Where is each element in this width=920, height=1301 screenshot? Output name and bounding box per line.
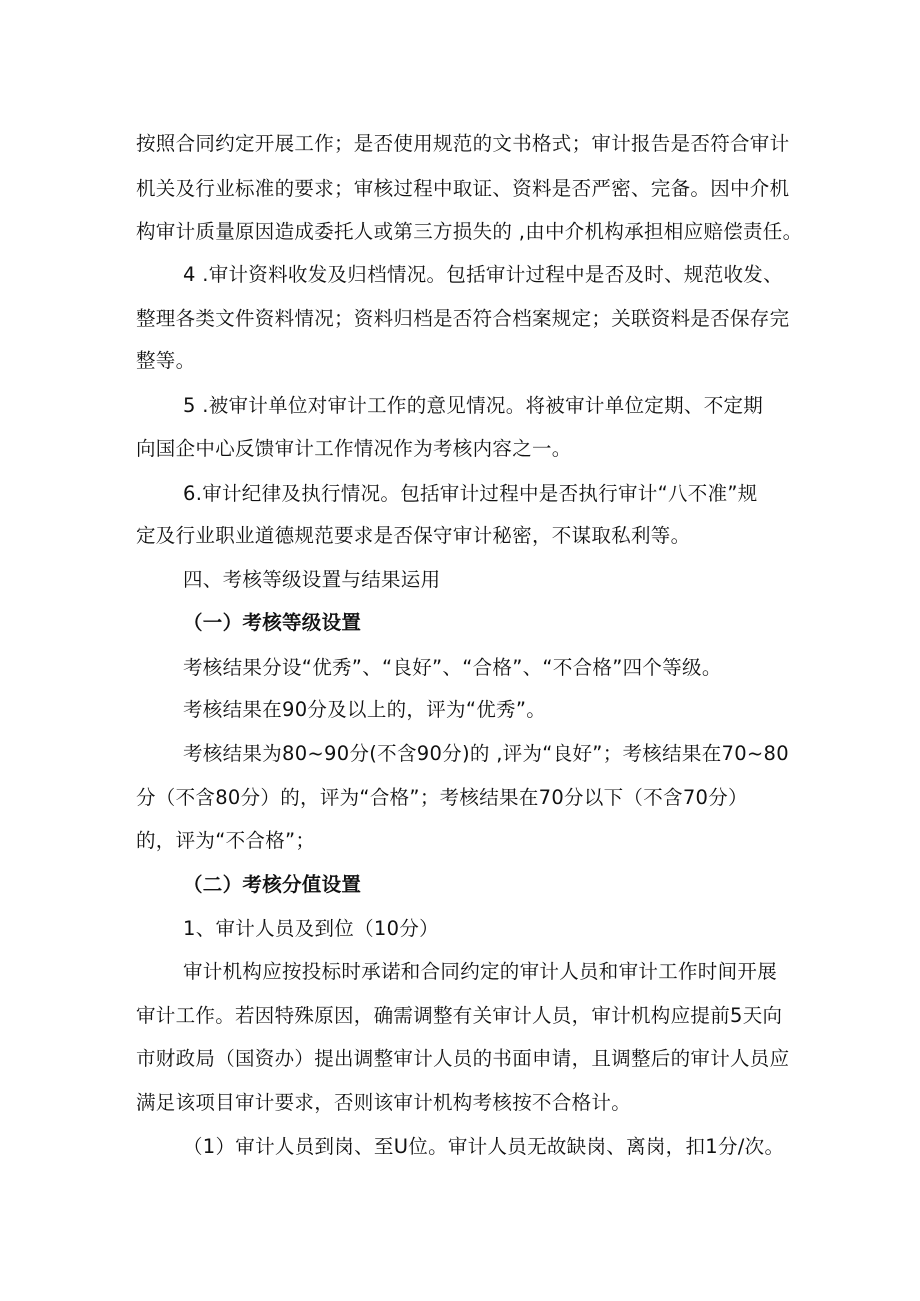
text-line: 定及行业职业道德规范要求是否保守审计秘密，不谋取私利等。 (136, 524, 691, 547)
text-line: 4 .审计资料收发及归档情况。包括审计过程中是否及时、规范收发、 (183, 263, 783, 286)
text-line: 整等。 (136, 349, 196, 372)
text-line: 分（不含80分）的，评为“合格”；考核结果在70分以下（不含70分） (136, 786, 748, 809)
text-line: 按照合同约定开展工作；是否使用规范的文书格式；审计报告是否符合审计 (136, 132, 790, 155)
text-line: （1）审计人员到岗、至U位。审计人员无故缺岗、离岗，扣1分/次。 (183, 1135, 785, 1158)
text-line: 考核结果在90分及以上的，评为“优秀”。 (183, 698, 547, 721)
subsection-heading: （一）考核等级设置 (183, 611, 362, 634)
text-line: 考核结果为80~90分(不含90分)的 ,评为“良好”；考核结果在70~80 (183, 742, 789, 765)
text-line: 考核结果分设“优秀”、“良好”、“合格”、“不合格”四个等级。 (183, 656, 722, 679)
text-line: 审计机构应按投标时承诺和合同约定的审计人员和审计工作时间开展 (183, 960, 778, 983)
text-line: 市财政局（国资办）提出调整审计人员的书面申请，且调整后的审计人员应 (136, 1047, 790, 1070)
text-line: 的，评为“不合格”； (136, 829, 316, 852)
text-line: 审计工作。若因特殊原因，确需调整有关审计人员，审计机构应提前5天向 (136, 1004, 783, 1027)
text-line: 满足该项目审计要求，否则该审计机构考核按不合格计。 (136, 1091, 632, 1114)
subsection-heading: （二）考核分值设置 (183, 873, 362, 896)
text-line: 构审计质量原因造成委托人或第三方损失的 ,由中介机构承担相应赔偿责任。 (136, 220, 803, 243)
item-heading: 1、审计人员及到位（10分） (183, 917, 439, 940)
section-heading: 四、考核等级设置与结果运用 (183, 568, 441, 591)
text-line: 机关及行业标准的要求；审核过程中取证、资料是否严密、完备。因中介机 (136, 177, 790, 200)
text-line: 向国企中心反馈审计工作情况作为考核内容之一。 (136, 437, 572, 460)
text-line: 6.审计纪律及执行情况。包括审计过程中是否执行审计“八不准”规 (183, 482, 758, 505)
text-line: 5 .被审计单位对审计工作的意见情况。将被审计单位定期、不定期 (183, 394, 764, 417)
text-line: 整理各类文件资料情况；资料归档是否符合档案规定；关联资料是否保存完 (136, 307, 790, 330)
